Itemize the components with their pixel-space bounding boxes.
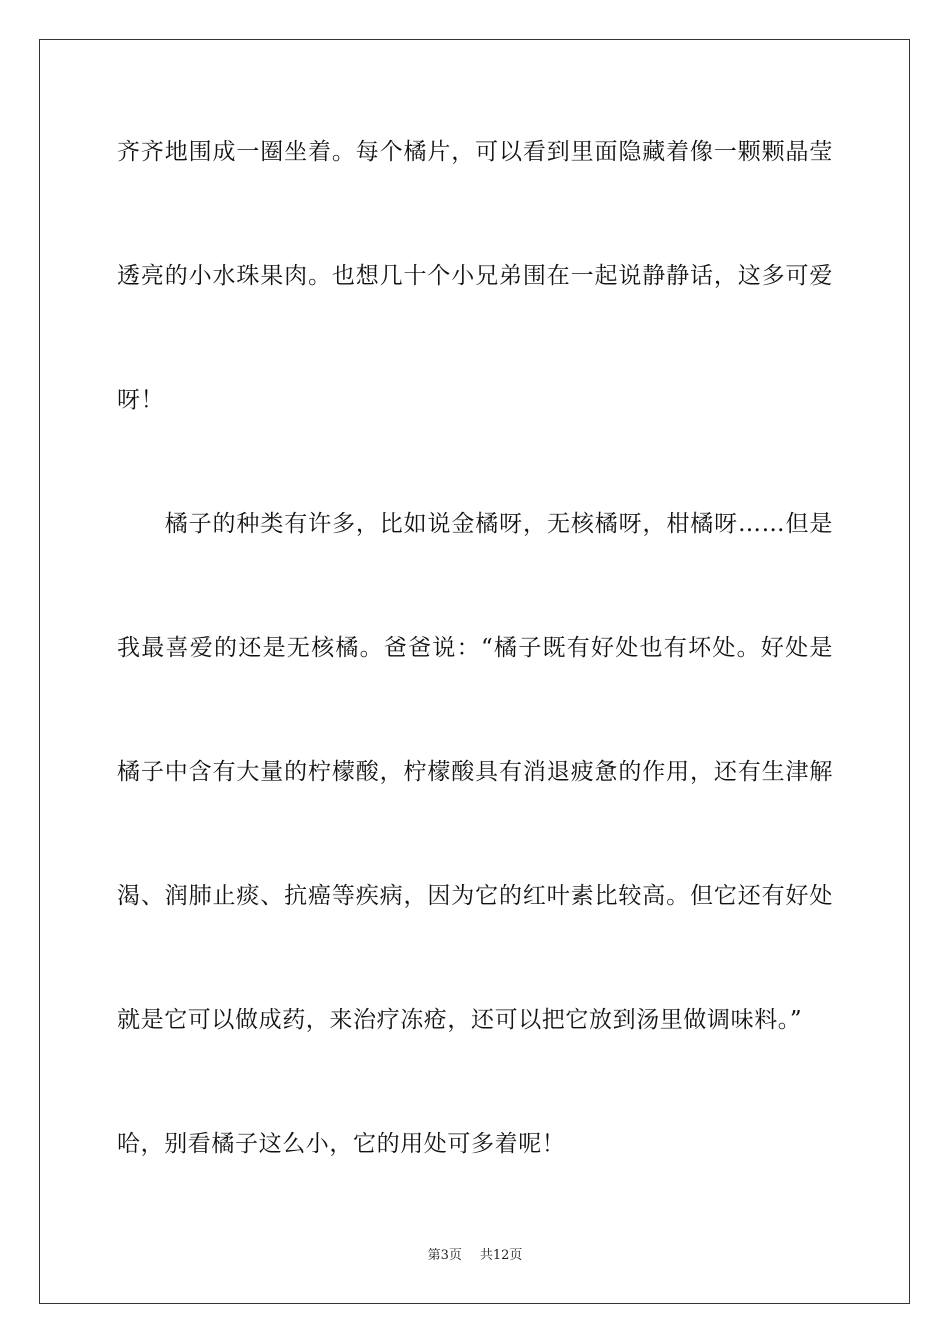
page-number: 第3页 xyxy=(427,1248,462,1263)
text-line-1: 齐齐地围成一圈坐着。每个橘片，可以看到里面隐藏着像一颗颗晶莹 xyxy=(117,139,833,165)
text-line-2: 透亮的小水珠果肉。也想几十个小兄弟围在一起说静静话，这多可爱 xyxy=(117,263,833,289)
text-line-5: 我最喜爱的还是无核橘。爸爸说：“橘子既有好处也有坏处。好处是 xyxy=(117,635,833,661)
text-line-7: 渴、润肺止痰、抗癌等疾病，因为它的红叶素比较高。但它还有好处 xyxy=(117,883,833,909)
text-line-8: 就是它可以做成药，来治疗冻疮，还可以把它放到汤里做调味料。” xyxy=(117,1007,803,1033)
text-line-9: 哈，别看橘子这么小，它的用处可多着呢！ xyxy=(117,1131,566,1157)
page-footer xyxy=(0,1247,950,1265)
page-frame xyxy=(39,39,910,1304)
page-total: 共12页 xyxy=(479,1248,523,1263)
text-line-6: 橘子中含有大量的柠檬酸，柠檬酸具有消退疲惫的作用，还有生津解 xyxy=(117,759,833,785)
text-line-4: 橘子的种类有许多，比如说金橘呀，无核橘呀，柑橘呀……但是 xyxy=(117,511,833,537)
text-line-3: 呀！ xyxy=(117,387,165,413)
